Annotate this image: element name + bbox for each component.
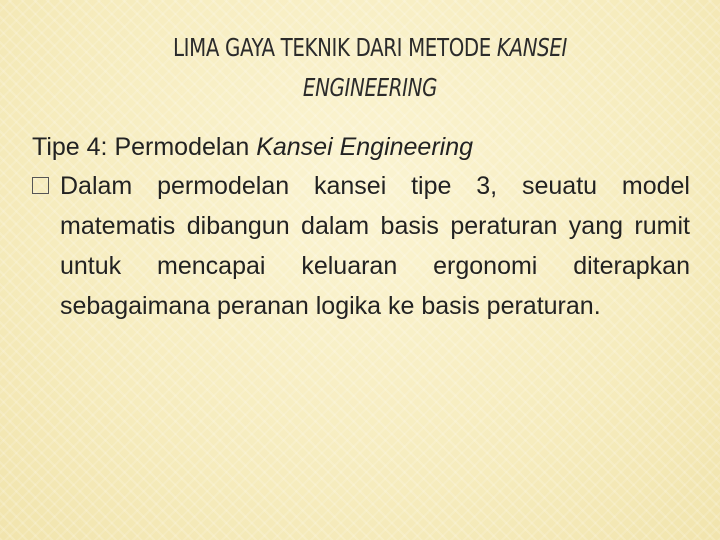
slide-content: [32, 128, 692, 326]
bullet-item: [32, 166, 692, 326]
slide-title: [97, 28, 643, 108]
title-line-1: [97, 28, 643, 68]
bullet-text: Dalam permodelan kansei tipe 3, seuatu model matematis dibangun dalam basis peraturan yang rumit untuk mencapai keluaran ergonomi diterapkan sebagaimana peranan logika ke basis peraturan.: [60, 172, 690, 320]
square-bullet-icon: [32, 177, 49, 194]
title-line-2: [97, 68, 643, 108]
title-text: LIMA GAYA TEKNIK DARI METODE: [172, 33, 497, 62]
section-heading: [32, 128, 692, 166]
heading-text: Tipe 4: Permodelan: [32, 133, 257, 161]
title-italic-text-2: ENGINEERING: [302, 73, 438, 102]
title-italic-text: KANSEI: [496, 33, 568, 62]
title-divider: [40, 112, 680, 113]
heading-italic-text: Kansei Engineering: [256, 133, 474, 161]
